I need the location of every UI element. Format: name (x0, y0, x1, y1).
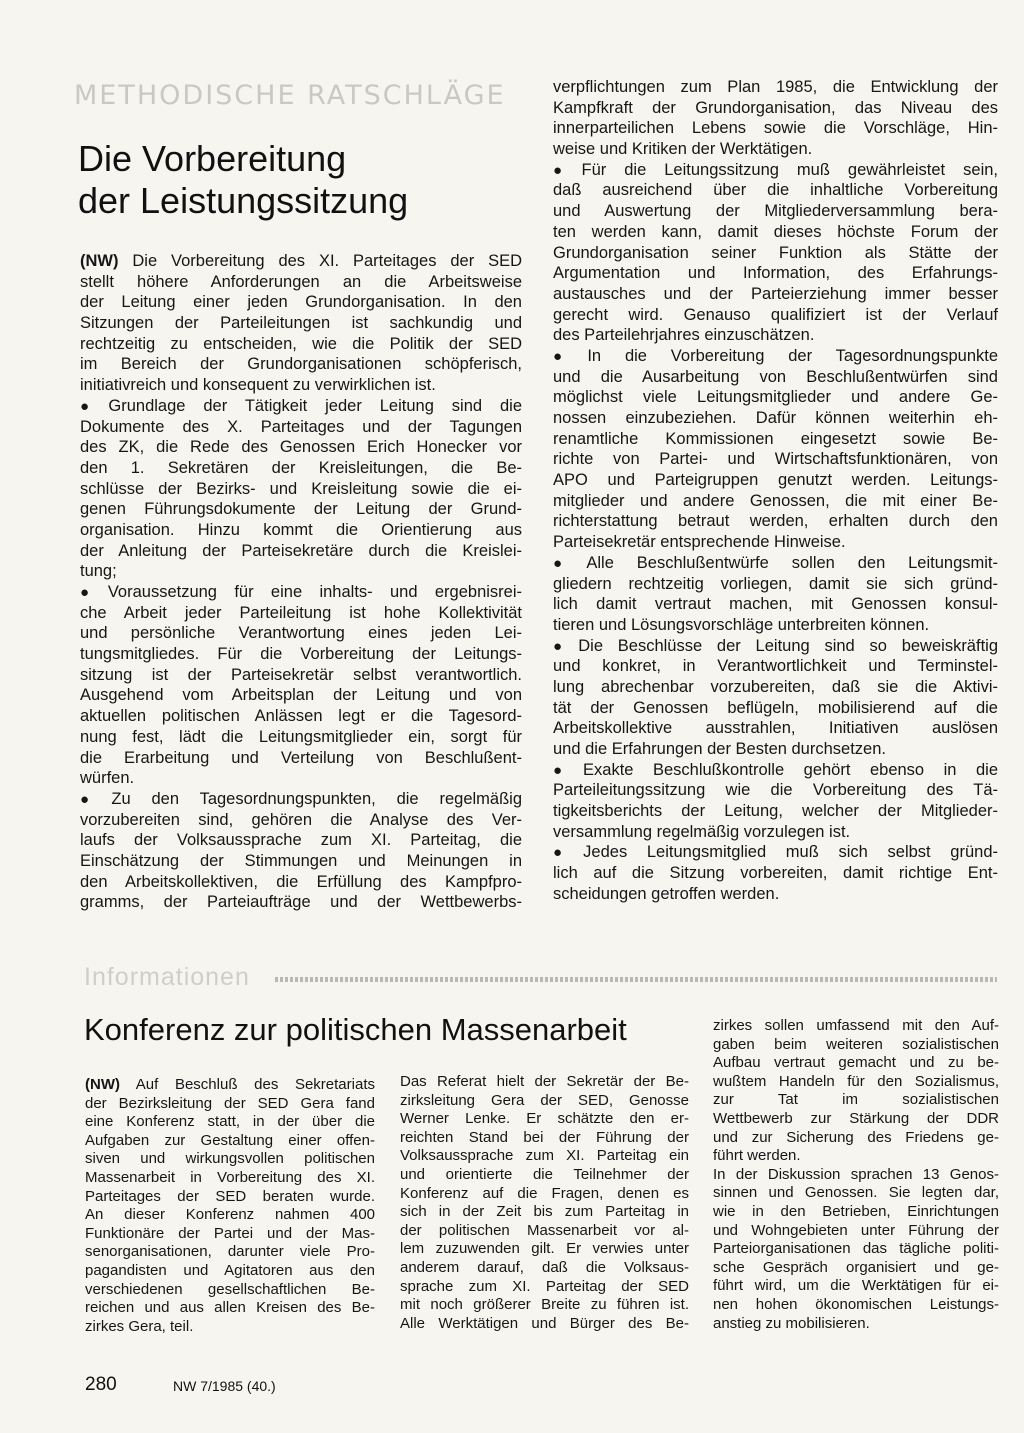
source-tag: (NW) (85, 1076, 120, 1093)
text-line (713, 1110, 999, 1129)
text-line (80, 830, 522, 851)
text-line (80, 479, 522, 500)
text-line (80, 644, 522, 665)
text-line (80, 437, 522, 458)
line-text: senorganisationen, darunter viele Pro- (85, 1243, 375, 1261)
text-line (713, 1036, 999, 1055)
line-text: sprache zum XI. Parteitag der SED (400, 1277, 689, 1295)
text-line (713, 1054, 999, 1073)
text-line (400, 1278, 689, 1297)
line-text: der Anleitung der Parteisekretäre durch die Kreislei- (80, 541, 522, 560)
article-title-line: der Leistungssitzung (78, 180, 409, 221)
text-line (553, 98, 998, 119)
text-line (80, 748, 522, 769)
text-line (553, 594, 998, 615)
text-line (553, 615, 998, 636)
text-line (400, 1073, 689, 1092)
line-text: Einschätzung der Stimmungen und Meinungen in (80, 851, 522, 870)
line-text: sinnen und Genossen. Sie legten dar, (713, 1184, 999, 1202)
text-line (553, 532, 998, 553)
line-text: Arbeitskollektive ausstrahlen, Initiativen auslösen (553, 719, 998, 738)
bullet-paragraph-line (553, 553, 998, 574)
article-title (78, 138, 528, 222)
text-line (713, 1315, 999, 1334)
line-text: nossen einzubeziehen. Dafür können weiterhin eh- (553, 409, 998, 427)
line-text: gramms, der Parteiaufträge und der Wettbewerbs- (80, 893, 522, 912)
conference-title: Konferenz zur politischen Massenarbeit (84, 1012, 627, 1047)
line-text: Parteileitungssitzung wie die Vorbereitung des Tä- (553, 781, 998, 800)
text-line (553, 408, 998, 429)
text-line (400, 1296, 689, 1315)
source-tag: (NW) (80, 252, 119, 270)
text-line (80, 499, 522, 520)
line-text: tigkeitsberichts der Leitung, welcher der Mitglieder- (553, 802, 998, 821)
line-text: Für die Leitungssitzung muß gewährleistet sein, (581, 160, 998, 179)
line-text: laufs der Volksaussprache zum XI. Parteitag, die (80, 831, 522, 850)
line-text: stellt höhere Anforderungen an die Arbeitsweise (80, 272, 522, 291)
line-text: wie in den Betrieben, Einrichtungen (713, 1202, 999, 1220)
line-text: gaben beim weiteren sozialistischen (713, 1035, 999, 1053)
text-line (553, 201, 998, 222)
line-text: des Parteilehrjahres einzuschätzen. (553, 326, 815, 345)
text-line (713, 1277, 999, 1296)
line-text: richte von Partei- und Wirtschaftsfunktionären, von (553, 450, 998, 469)
line-text: Werner Lenke. Er schätzte den er- (400, 1110, 689, 1128)
line-text: des ZK, die Rede des Genossen Erich Honecker vor (80, 438, 522, 457)
text-line (85, 1318, 375, 1337)
line-text: verschiedenen gesellschaftlichen Be- (85, 1280, 375, 1298)
text-line (553, 139, 998, 160)
line-text: organisation. Hinzu kommt die Orientierung aus (80, 520, 522, 539)
line-text: Das Referat hielt der Sekretär der Be- (400, 1073, 689, 1090)
line-text: tung; (80, 562, 117, 581)
line-text: tungsmitgliedes. Für die Vorbereitung der Leitungs- (80, 645, 522, 664)
text-line (85, 1281, 375, 1300)
line-text: führt werden. (713, 1147, 801, 1165)
text-line (400, 1092, 689, 1111)
line-text: tieren und Lösungsvorschläge unterbreiten können. (553, 615, 930, 634)
text-line (85, 1150, 375, 1169)
line-text: reichten Stand bei der Führung der (400, 1128, 689, 1146)
text-line (80, 892, 522, 913)
line-text: schlüsse der Bezirks- und Kreisleitung sowie die ei- (80, 479, 522, 498)
text-line (713, 1222, 999, 1241)
line-text: sitzung ist der Parteisekretär selbst verantwortlich. (80, 665, 522, 684)
text-line (80, 375, 522, 396)
line-text: daß ausreichend über die inhaltliche Vorbereitung (553, 181, 998, 200)
line-text: sche Gespräch organisiert und ge- (713, 1258, 999, 1276)
line-text: APO und Parteigruppen genutzt werden. Leitungs- (553, 471, 998, 490)
line-text: vorzubereiten sind, gehören die Analyse des Ver- (80, 810, 522, 829)
line-text: gerecht wird. Genauso qualifiziert ist der Verlauf (553, 305, 998, 324)
bullet-paragraph-line (553, 160, 998, 181)
line-text: Ausgehend vom Arbeitsplan der Leitung und von (80, 686, 522, 705)
text-line (553, 387, 998, 408)
line-text: scheidungen getroffen werden. (553, 884, 780, 903)
line-text: wußtem Handeln für den Sozialismus, (713, 1072, 999, 1090)
line-text: siven und wirkungsvollen politischen (85, 1150, 375, 1168)
text-line (85, 1262, 375, 1281)
text-line (85, 1113, 375, 1132)
line-text: Parteiorganisationen das tägliche politi- (713, 1240, 999, 1258)
text-line (553, 222, 998, 243)
text-line (80, 292, 522, 313)
text-line (85, 1076, 375, 1095)
text-line (553, 118, 998, 139)
conference-column-1 (85, 1076, 375, 1336)
line-text: che Arbeit jeder Parteileitung ist hohe Kollektivität (80, 603, 522, 622)
text-line (80, 334, 522, 355)
line-text: Massenarbeit in Vorbereitung des XI. (85, 1168, 375, 1186)
line-text: genen Führungsdokumente der Leitung der Grund- (80, 500, 522, 519)
text-line (80, 603, 522, 624)
text-line (713, 1240, 999, 1259)
line-text: und konkret, in Verantwortlichkeit und Terminstel- (553, 657, 998, 676)
line-text: Parteitages der SED beraten wurde. (85, 1187, 375, 1205)
line-text: nung fest, lädt die Leitungsmitglieder ein, sorgt für (80, 727, 522, 746)
text-line (713, 1259, 999, 1278)
text-line (400, 1166, 689, 1185)
line-text: austausches und der Parteierziehung immer besser (553, 284, 998, 303)
text-line (400, 1222, 689, 1241)
text-line (713, 1184, 999, 1203)
line-text: der Bezirksleitung der SED Gera fand (85, 1094, 375, 1112)
line-text: würfen. (80, 769, 135, 788)
line-text: und persönliche Verantwortung eines jeden Lei- (80, 624, 522, 643)
article-column-right (553, 77, 998, 905)
article-title-line: Die Vorbereitung (78, 138, 347, 179)
text-line (553, 77, 998, 98)
line-text: initiativreich und konsequent zu verwirklichen ist. (80, 376, 436, 395)
line-text: ten werden kann, damit dieses höchste Forum der (553, 222, 998, 241)
text-line (553, 656, 998, 677)
line-text: verpflichtungen zum Plan 1985, die Entwicklung der (553, 78, 998, 96)
text-line (85, 1188, 375, 1207)
text-line (80, 272, 522, 293)
line-text: rechtzeitig zu entscheiden, wie die Politik der SED (80, 334, 522, 353)
line-text: tät der Genossen beflügeln, mobilisierend auf die (553, 698, 998, 717)
line-text: Aufgaben zur Gestaltung einer offen- (85, 1131, 375, 1149)
line-text: und die Ausarbeitung von Beschlußentwürfen sind (553, 367, 998, 386)
line-text: zur Tat im sozialistischen (713, 1091, 999, 1109)
text-line (80, 727, 522, 748)
line-text: Alle Beschlußentwürfe sollen den Leitungsmit- (586, 553, 998, 572)
line-text: im Bereich der Grundorganisationen schöpferisch, (80, 355, 522, 374)
text-line (80, 706, 522, 727)
line-text: innerparteilichen Lebens sowie die Vorschläge, Hin- (553, 119, 998, 138)
line-text: richterstattung betraut werden, erhalten durch den (553, 512, 998, 531)
text-line (553, 780, 998, 801)
line-text: zirkes Gera, teil. (85, 1317, 194, 1335)
text-line (553, 284, 998, 305)
line-text: Parteisekretär entsprechende Hinweise. (553, 533, 846, 552)
bullet-paragraph-line (553, 346, 998, 367)
conference-column-3 (713, 1017, 999, 1333)
line-text: der politischen Massenarbeit vor al- (400, 1221, 689, 1239)
section-divider (275, 977, 997, 982)
text-line (713, 1073, 999, 1092)
line-text: Dokumente des X. Parteitages und der Tagungen (80, 417, 522, 436)
line-text: Grundorganisation seiner Funktion als Stätte der (553, 243, 998, 262)
text-line (400, 1240, 689, 1259)
line-text: pagandisten und Agitatoren aus den (85, 1261, 375, 1279)
line-text: und Wohngebieten unter Führung der (713, 1221, 999, 1239)
section-kicker: METHODISCHE RATSCHLÄGE (74, 80, 506, 111)
line-text: und zur Sicherung des Friedens ge- (713, 1128, 999, 1146)
line-text: Wettbewerb zur Stärkung der DDR (713, 1109, 999, 1127)
text-line (400, 1315, 689, 1334)
line-text: Volksaussprache zum XI. Parteitag ein (400, 1147, 689, 1165)
text-line (553, 677, 998, 698)
line-text: den 1. Sekretären der Kreisleitungen, die Be- (80, 458, 522, 477)
text-line (80, 665, 522, 686)
text-line (553, 470, 998, 491)
text-line (553, 429, 998, 450)
line-text: Konferenz auf die Fragen, denen es (400, 1184, 689, 1202)
line-text: der Leitung einer jeden Grundorganisation. In den (80, 293, 522, 312)
text-line (85, 1225, 375, 1244)
text-line (553, 305, 998, 326)
text-line (553, 180, 998, 201)
text-line (80, 810, 522, 831)
text-line (713, 1147, 999, 1166)
line-text: Alle Werktätigen und Bürger des Be- (400, 1314, 689, 1332)
line-text: lich damit vertraut machen, mit Genossen konsul- (553, 595, 998, 614)
line-text: und die Erfahrungen der Besten durchsetzen. (553, 740, 886, 758)
text-line (400, 1203, 689, 1222)
line-text: weise und Kritiken der Werktätigen. (553, 140, 813, 159)
line-text: Sitzungen der Parteileitungen ist sachkundig und (80, 314, 522, 333)
text-line (85, 1169, 375, 1188)
issue-reference: NW 7/1985 (40.) (173, 1378, 276, 1394)
text-line (80, 354, 522, 375)
text-line (400, 1110, 689, 1129)
line-text: Auf Beschluß des Sekretariats (119, 1076, 375, 1093)
text-line (80, 872, 522, 893)
text-line (713, 1129, 999, 1148)
line-text: und orientierte die Teilnehmer der (400, 1165, 689, 1183)
text-line (713, 1166, 999, 1185)
line-text: Kampfkraft der Grundorganisation, das Niveau des (553, 98, 998, 117)
text-line (85, 1299, 375, 1318)
text-line (553, 574, 998, 595)
line-text: lung abrechenbar vorzubereiten, daß sie die Aktivi- (553, 677, 998, 696)
text-line (553, 449, 998, 470)
bullet-paragraph-line (553, 760, 998, 781)
text-line (553, 863, 998, 884)
line-text: mit noch größerer Breite zu führen ist. (400, 1296, 689, 1314)
text-line (553, 491, 998, 512)
line-text: anstieg zu mobilisieren. (713, 1314, 870, 1332)
text-line (713, 1091, 999, 1110)
text-line (553, 243, 998, 264)
text-line (80, 541, 522, 562)
text-line (553, 263, 998, 284)
text-line (553, 884, 998, 905)
line-text: An dieser Konferenz nahmen 400 (85, 1206, 375, 1224)
text-line (80, 851, 522, 872)
bullet-paragraph-line (80, 396, 522, 417)
text-line (400, 1129, 689, 1148)
line-text: die Erarbeitung und Verteilung von Beschlußent- (80, 748, 522, 767)
line-text: nen hohen ökonomischen Leistungs- (713, 1295, 999, 1313)
text-line (80, 417, 522, 438)
section-label-informationen: Informationen (84, 963, 250, 991)
line-text: Jedes Leitungsmitglied muß sich selbst gründ- (583, 843, 998, 862)
text-line (85, 1095, 375, 1114)
text-line (400, 1259, 689, 1278)
text-line (553, 739, 998, 760)
text-line (400, 1147, 689, 1166)
line-text: Exakte Beschlußkontrolle gehört ebenso in die (583, 760, 998, 779)
text-line (80, 768, 522, 789)
bullet-paragraph-line (80, 789, 522, 810)
line-text: lich auf die Sitzung vorbereiten, damit richtige Ent- (553, 864, 998, 883)
line-text: Funktionäre der Partei und der Mas- (85, 1224, 375, 1242)
text-line (80, 458, 522, 479)
text-line (713, 1296, 999, 1315)
text-line (553, 511, 998, 532)
line-text: gliedern rechtzeitig vorliegen, damit sie sich gründ- (553, 574, 998, 593)
line-text: anderem darauf, daß die Volksaus- (400, 1258, 689, 1276)
text-line (80, 685, 522, 706)
line-text: eine Konferenz statt, in der über die (85, 1113, 375, 1131)
text-line (553, 718, 998, 739)
line-text: und Auswertung der Mitgliederversammlung bera- (553, 202, 998, 221)
conference-column-2 (400, 1073, 689, 1333)
bullet-paragraph-line (553, 636, 998, 657)
line-text: In der Diskussion sprachen 13 Genos- (713, 1165, 999, 1183)
line-text: Aufbau vertraut gemacht und zu be- (713, 1054, 999, 1072)
text-line (713, 1017, 999, 1036)
text-line (553, 698, 998, 719)
line-text: führt wird, um die Werktätigen für ei- (713, 1277, 999, 1295)
text-line (553, 822, 998, 843)
line-text: Voraussetzung für eine inhalts- und ergebnisrei- (107, 583, 522, 601)
line-text: zirkes sollen umfassend mit den Auf- (713, 1017, 999, 1034)
text-line (85, 1132, 375, 1151)
article-column-left (80, 251, 522, 913)
text-line (80, 520, 522, 541)
text-line (80, 561, 522, 582)
line-text: mitglieder und andere Genossen, die mit einer Be- (553, 491, 998, 510)
bullet-paragraph-line (553, 842, 998, 863)
line-text: Grundlage der Tätigkeit jeder Leitung sind die (108, 396, 522, 415)
line-text: sich in der Zeit bis zum Parteitag in (400, 1203, 689, 1221)
text-line (713, 1203, 999, 1222)
line-text: den Arbeitskollektiven, die Erfüllung des Kampfpro- (80, 872, 522, 891)
line-text: zirksleitung Gera der SED, Genosse (400, 1091, 689, 1109)
text-line (85, 1206, 375, 1225)
line-text: möglichst viele Leitungsmitglieder und andere Ge- (553, 388, 998, 407)
bullet-paragraph-line (80, 582, 522, 603)
line-text: reichen und aus allen Kreisen des Be- (85, 1299, 375, 1317)
text-line (400, 1185, 689, 1204)
line-text: Die Beschlüsse der Leitung sind so beweiskräftig (578, 636, 998, 655)
page-number: 280 (85, 1374, 117, 1395)
line-text: In die Vorbereitung der Tagesordnungspunkte (587, 346, 998, 365)
text-line (553, 367, 998, 388)
text-line (553, 801, 998, 822)
line-text: renamtliche Kommissionen eingesetzt sowie Be- (553, 429, 998, 448)
line-text: Die Vorbereitung des XI. Parteitages der SED (118, 252, 522, 270)
line-text: aktuellen politischen Anlässen legt er die Tagesord- (80, 707, 522, 726)
text-line (80, 313, 522, 334)
line-text: versammlung regelmäßig vorzulegen ist. (553, 822, 851, 841)
line-text: Argumentation und Information, des Erfahrungs- (553, 264, 998, 283)
text-line (80, 623, 522, 644)
text-line (553, 325, 998, 346)
line-text: lem zuzuwenden gilt. Er verwies unter (400, 1240, 689, 1258)
text-line (85, 1243, 375, 1262)
line-text: Zu den Tagesordnungspunkten, die regelmäßig (111, 789, 522, 808)
text-line (80, 251, 522, 272)
